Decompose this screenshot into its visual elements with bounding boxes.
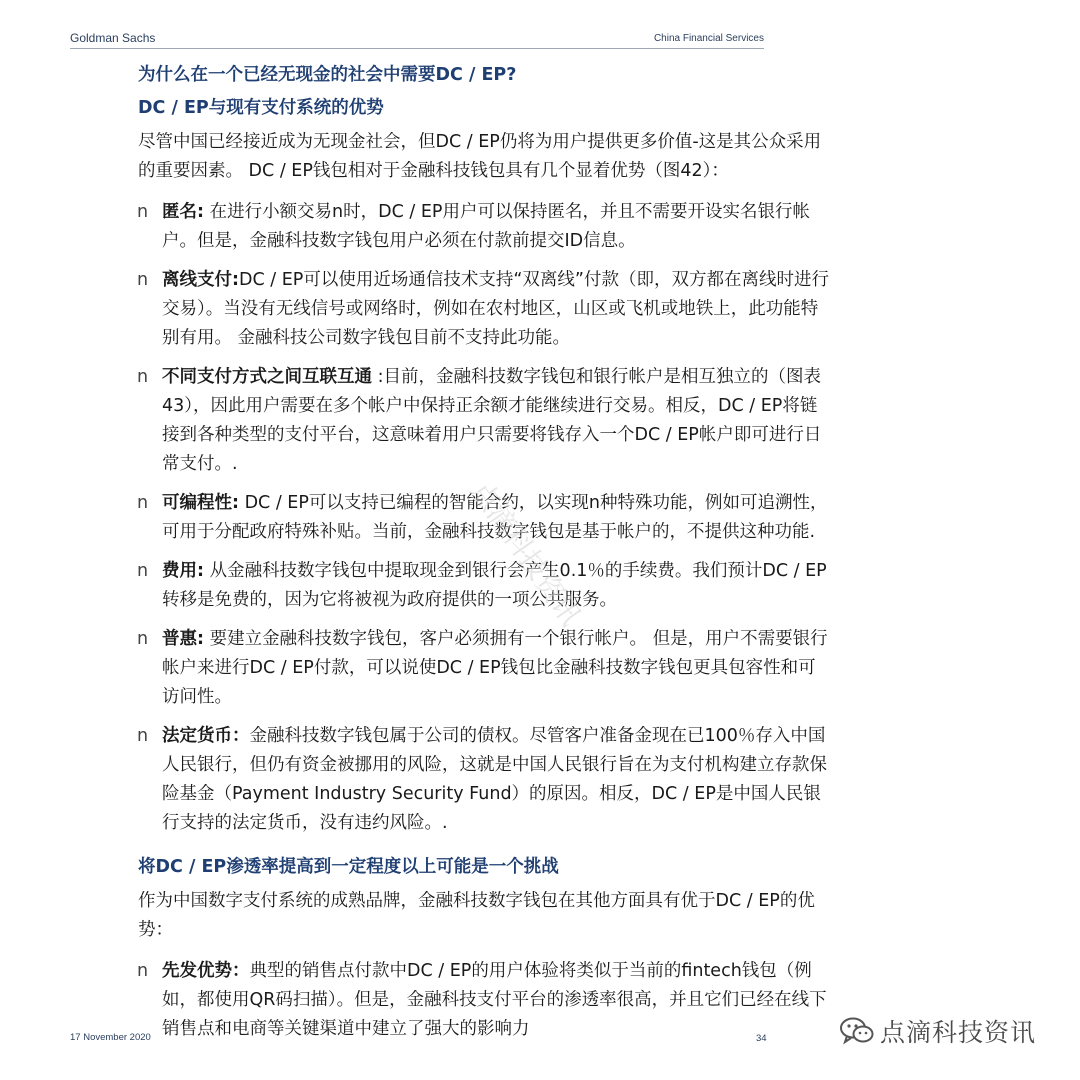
bullet-marker: n: [137, 561, 149, 581]
header-rule: [70, 48, 764, 49]
list-item: [138, 363, 832, 479]
footer-date: 17 November 2020: [70, 1032, 151, 1043]
page-number: 34: [756, 1033, 767, 1044]
intro-paragraph: 尽管中国已经接近成为无现金社会，但DC / EP仍将为用户提供更多价值-这是其公众采用的重要因素。 DC / EP钱包相对于金融科技钱包具有几个显着优势（图42）：: [138, 132, 822, 181]
bullet-text: [162, 367, 821, 474]
bullet-text: [162, 493, 827, 542]
section2-intro: 作为中国数字支付系统的成熟品牌，金融科技数字钱包在其他方面具有优于DC / EP的优势：: [138, 891, 815, 940]
section-title: 为什么在一个已经无现金的社会中需要DC / EP?: [138, 65, 517, 85]
bullet-body: :目前，金融科技数字钱包和银行帐户是相互独立的（图表43），因此用户需要在多个帐户中保持正余额才能继续进行交易。相反，DC / EP将链接到各种类型的支付平台，这意味着用户只需要将钱存入一个DC / EP帐户即可进行日常支付。.: [162, 367, 822, 474]
list-item: [138, 557, 832, 615]
list-item: [138, 722, 832, 838]
brand-name: 点滴科技资讯: [880, 1018, 1037, 1047]
bullet-marker: n: [137, 726, 149, 746]
document-body: [138, 62, 832, 1054]
list-item: [138, 489, 832, 547]
bullet-label: 法定货币：: [162, 726, 250, 746]
watermark-text: 点滴科技资讯: [464, 475, 588, 632]
bullet-marker: n: [137, 629, 149, 649]
bullet-text: [162, 726, 827, 833]
bullet-text: [162, 629, 828, 707]
list-item: [138, 957, 832, 1044]
bullet-label: 离线支付:: [162, 270, 239, 290]
brand-watermark: [840, 1013, 1036, 1049]
bullet-label: 不同支付方式之间互联互通: [162, 367, 372, 387]
bullet-marker: n: [137, 367, 149, 387]
list-item: [138, 625, 832, 712]
bullet-label: 可编程性:: [162, 493, 239, 513]
page-header-right: China Financial Services: [653, 33, 764, 44]
bullet-text: [162, 961, 827, 1039]
bullet-marker: n: [137, 202, 149, 222]
bullet-text: [162, 561, 827, 610]
challenges-list: [138, 957, 832, 1044]
wechat-icon: [840, 1017, 874, 1045]
bullet-body: 典型的销售点付款中DC / EP的用户体验将类似于当前的fintech钱包（例如，都使用QR码扫描）。但是，金融科技支付平台的渗透率很高，并且它们已经在线下销售点和电商等关键渠道中建立了强大的影响力: [162, 961, 827, 1039]
bullet-body: 金融科技数字钱包属于公司的债权。尽管客户准备金现在已100％存入中国人民银行，但仍有资金被挪用的风险，这就是中国人民银行旨在为支付机构建立存款保险基金（Payment Industry Security Fund）的原因。相反，DC / EP是中国人民银行支持的法定货币，没有违约风险。.: [162, 726, 827, 833]
section2-title: 将DC / EP渗透率提高到一定程度以上可能是一个挑战: [138, 857, 559, 877]
page-header-left: Goldman Sachs: [70, 31, 156, 45]
bullet-body: 从金融科技数字钱包中提取现金到银行会产生0.1％的手续费。我们预计DC / EP转移是免费的，因为它将被视为政府提供的一项公共服务。: [162, 561, 827, 610]
bullet-text: [162, 202, 810, 251]
bullet-text: [162, 270, 829, 348]
advantages-list: [138, 198, 832, 838]
bullet-label: 费用:: [162, 561, 204, 581]
bullet-body: 要建立金融科技数字钱包，客户必须拥有一个银行帐户。 但是，用户不需要银行帐户来进行DC / EP付款，可以说使DC / EP钱包比金融科技数字钱包更具包容性和可访问性。: [162, 629, 828, 707]
bullet-label: 匿名:: [162, 202, 204, 222]
list-item: [138, 266, 832, 353]
bullet-label: 先发优势：: [162, 961, 250, 981]
list-item: [138, 198, 832, 256]
bullet-body: DC / EP可以支持已编程的智能合约，以实现n种特殊功能，例如可追溯性，可用于分配政府特殊补贴。当前，金融科技数字钱包是基于帐户的，不提供这种功能.: [162, 493, 828, 542]
bullet-marker: n: [137, 270, 149, 290]
bullet-marker: n: [137, 493, 149, 513]
bullet-label: 普惠:: [162, 629, 204, 649]
bullet-body: DC / EP可以使用近场通信技术支持“双离线”付款（即，双方都在离线时进行交易）。当没有无线信号或网络时，例如在农村地区，山区或飞机或地铁上，此功能特别有用。 金融科技公司数字钱包目前不支持此功能。: [162, 270, 829, 348]
bullet-marker: n: [137, 961, 149, 981]
bullet-body: 在进行小额交易n时，DC / EP用户可以保持匿名，并且不需要开设实名银行帐户。但是，金融科技数字钱包用户必须在付款前提交ID信息。: [162, 202, 810, 251]
section-subtitle: DC / EP与现有支付系统的优势: [138, 98, 384, 118]
